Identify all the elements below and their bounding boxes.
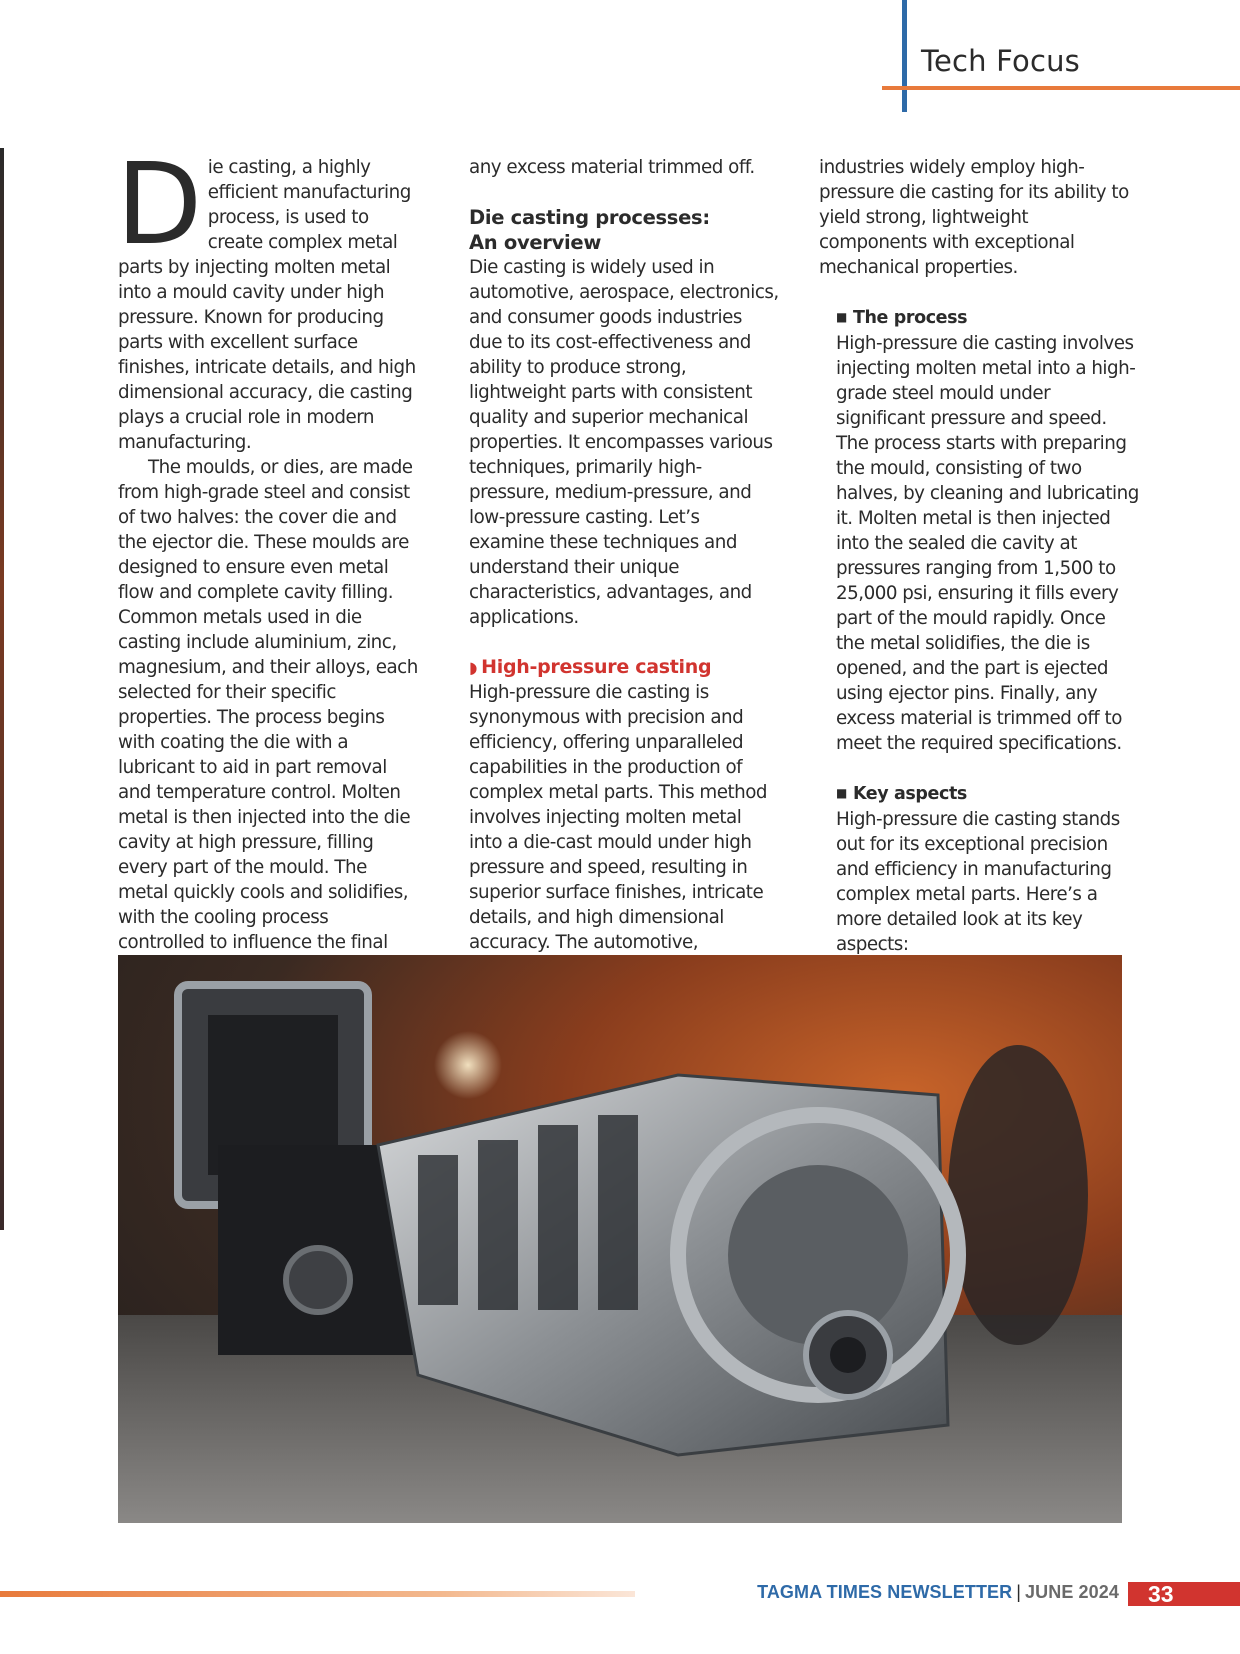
intro-paragraph	[116, 140, 418, 455]
overview-heading-line-2: An overview	[469, 231, 602, 254]
key-aspects-subheading	[836, 781, 1139, 807]
page-number: 33	[1128, 1582, 1240, 1606]
high-pressure-heading-text: High-pressure casting	[481, 656, 712, 678]
header-horizontal-rule	[882, 86, 1240, 90]
arrow-marker-icon: ◗	[469, 658, 478, 677]
square-bullet-icon: ■	[836, 786, 847, 800]
publication-name: TAGMA TIMES NEWSLETTER	[757, 1582, 1013, 1602]
footer-rule	[0, 1591, 635, 1597]
overview-heading-line-1: Die casting processes:	[469, 206, 710, 229]
footer-separator: |	[1016, 1582, 1022, 1602]
overview-heading	[469, 205, 779, 255]
intro-text: ie casting, a highly efficient manufacturing process, is used to create complex metal parts by injecting molten metal into a mould cavity under high pressure. Known for producing parts with excellent surface finishes, intricate details, and high dimensional accuracy, die casting plays a crucial role in modern manufacturing.	[118, 157, 416, 453]
overview-paragraph: Die casting is widely used in automotive, aerospace, electronics, and consumer goods industries due to its cost-effectiveness and ability to produce strong, lightweight parts with consistent quality and superior mechanical properties. It encompasses various techniques, primarily high-pressure, medium-pressure, and low-pressure casting. Let’s examine these techniques and understand their unique characteristics, advantages, and applications.	[469, 257, 779, 628]
process-subheading-text: The process	[852, 308, 968, 328]
header-vertical-rule	[902, 0, 907, 112]
page-edge-strip	[0, 148, 4, 1230]
industries-paragraph: industries widely employ high-pressure die casting for its ability to yield strong, lightweight components with exceptional mechanical properties.	[819, 157, 1129, 278]
engine-block-illustration	[118, 955, 1122, 1523]
drop-cap: D	[116, 140, 202, 270]
process-subheading	[836, 305, 1139, 331]
high-pressure-heading	[469, 655, 779, 680]
section-title: Tech Focus	[921, 44, 1080, 78]
key-aspects-subsection	[819, 781, 1139, 957]
article-column-3	[819, 155, 1139, 957]
footer-publication	[757, 1582, 1119, 1603]
process-subsection	[819, 305, 1139, 756]
moulds-paragraph: The moulds, or dies, are made from high-grade steel and consist of two halves: the cover die and the ejector die. These moulds are designed to ensure even metal flow and complete cavity filling. Common metals used in die casting include aluminium, zinc, magnesium, and their alloys, each selected for their specific properties. The process begins with coating the die with a lubricant to aid in part removal and temperature control. Molten metal is then injected into the die cavity at high pressure, filling every part of the mould. The metal quickly cools and solidifies, with the cooling process controlled to influence the final	[118, 457, 418, 953]
article-column-2	[469, 155, 779, 980]
engine-block-photo	[118, 955, 1122, 1523]
square-bullet-icon: ■	[836, 310, 847, 324]
key-aspects-paragraph: High-pressure die casting stands out for its exceptional precision and efficiency in manufacturing complex metal parts. Here’s a more detailed look at its key aspects:	[836, 809, 1120, 955]
article-column-1	[116, 140, 418, 1030]
process-paragraph: High-pressure die casting involves injecting molten metal into a high-grade steel mould under significant pressure and speed. The process starts with preparing the mould, consisting of two halves, by cleaning and lubricating it. Molten metal is then injected into the sealed die cavity at pressures ranging from 1,500 to 25,000 psi, ensuring it fills every part of the mould rapidly. Once the metal solidifies, the die is opened, and the part is ejected using ejector pins. Finally, any excess material is trimmed off to meet the required specifications.	[836, 333, 1139, 754]
key-aspects-subheading-text: Key aspects	[852, 784, 967, 804]
high-pressure-paragraph: High-pressure die casting is synonymous with precision and efficiency, offering unparalleled capabilities in the production of complex metal parts. This method involves injecting molten metal into a die-cast mould under high pressure and speed, resulting in superior surface finishes, intricate details, and high dimensional accuracy. The automotive,	[469, 682, 768, 953]
continued-text: any excess material trimmed off.	[469, 157, 755, 178]
issue-date: JUNE 2024	[1025, 1582, 1119, 1602]
